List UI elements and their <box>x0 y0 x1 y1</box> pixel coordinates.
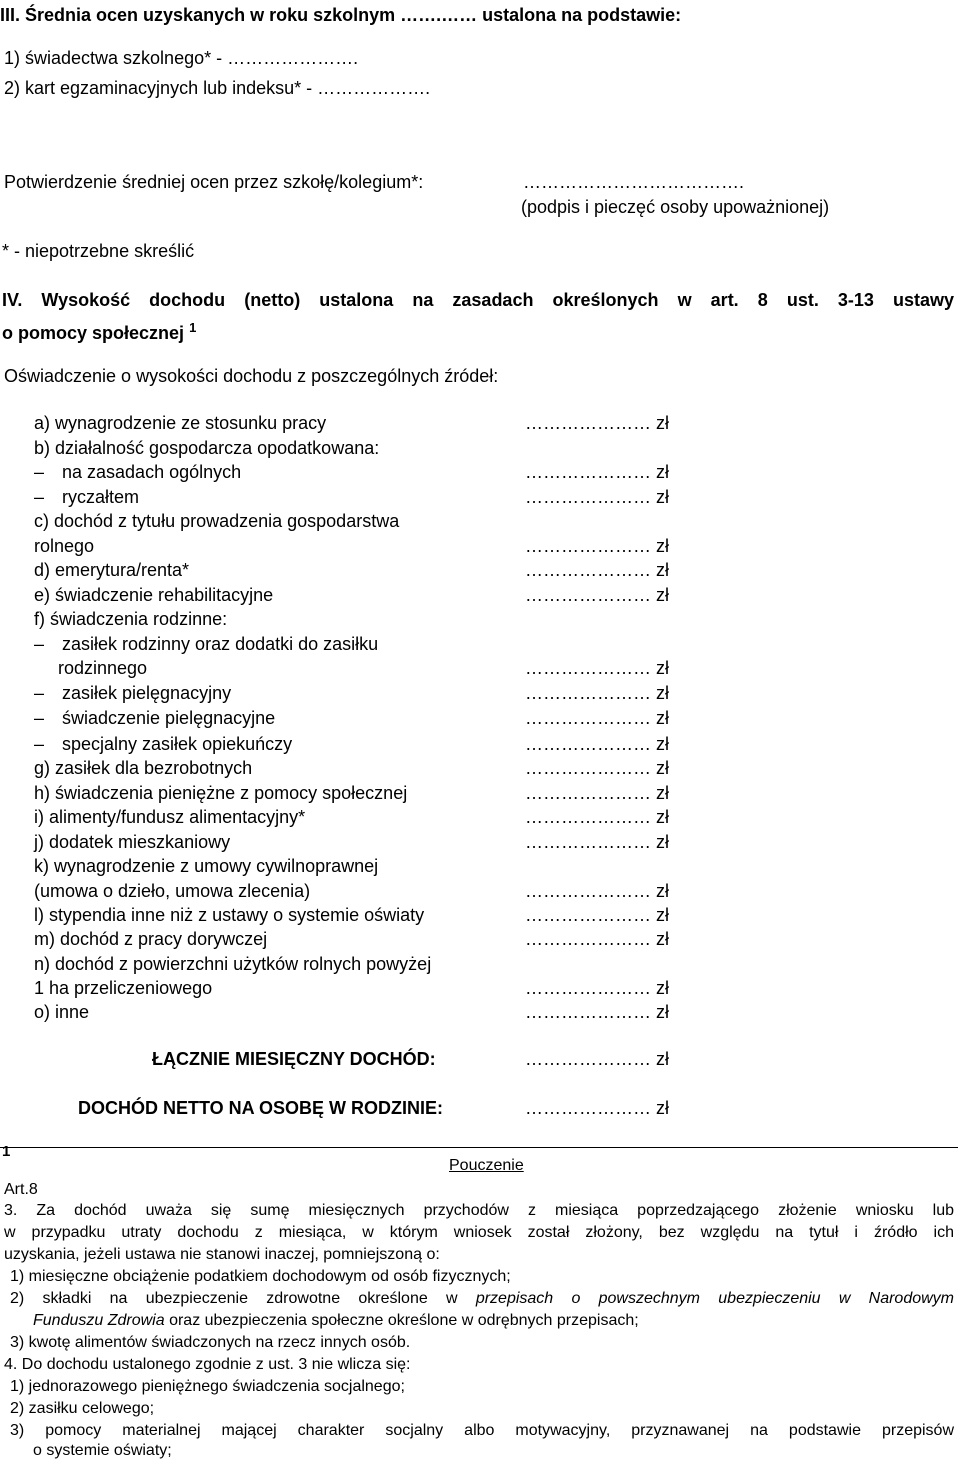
income-row <box>34 511 399 532</box>
income-amount-field <box>525 1002 669 1023</box>
income-amount-field <box>525 462 669 483</box>
certificate-item: 1) świadectwa szkolnego* - …………………. <box>4 48 359 68</box>
footnote-paragraph-3 <box>4 1201 954 1220</box>
income-row <box>34 881 310 902</box>
income-row <box>34 758 252 779</box>
total-monthly-income-dots <box>525 1049 669 1070</box>
income-amount-field <box>525 978 669 999</box>
amount-dots: ………………… <box>525 658 651 678</box>
amount-currency: zł <box>656 708 670 728</box>
income-amount-field <box>525 807 669 828</box>
income-row <box>34 609 227 630</box>
income-row <box>34 807 305 828</box>
net-income-per-person-label: DOCHÓD NETTO NA OSOBĘ W RODZINIE: <box>78 1098 444 1118</box>
income-row <box>34 683 232 704</box>
p3-item2-a: 2) składki na ubezpieczenie zdrowotne określone w <box>10 1290 476 1307</box>
amount-currency: zł <box>656 807 670 827</box>
amount-currency: zł <box>656 462 670 482</box>
amount-currency: zł <box>656 905 670 925</box>
amount-currency: zł <box>656 1002 670 1022</box>
income-row <box>34 634 379 655</box>
income-amount-field <box>525 708 669 729</box>
total-dots: ………………… <box>525 1049 651 1069</box>
income-row <box>34 536 94 557</box>
amount-dots: ………………… <box>525 807 651 827</box>
income-row <box>34 1002 89 1023</box>
income-row <box>34 462 242 483</box>
income-row-label: m) dochód z pracy dorywczej <box>34 929 268 949</box>
income-row-label: 1 ha przeliczeniowego <box>34 978 213 998</box>
income-row-label: a) wynagrodzenie ze stosunku pracy <box>34 413 327 433</box>
dash-bullet: – <box>34 734 45 754</box>
p3-item2 <box>10 1289 954 1308</box>
dash-bullet: – <box>34 708 45 728</box>
income-row-label: n) dochód z powierzchni użytków rolnych powyżej <box>34 954 432 974</box>
amount-dots: ………………… <box>525 708 651 728</box>
amount-dots: ………………… <box>525 1002 651 1022</box>
income-amount-field <box>525 536 669 557</box>
amount-currency: zł <box>656 683 670 703</box>
income-row <box>34 954 431 975</box>
income-amount-field <box>525 487 669 508</box>
income-row-label: c) dochód z tytułu prowadzenia gospodarstwa <box>34 511 400 531</box>
income-row-label: specjalny zasiłek opiekuńczy <box>62 734 293 754</box>
p4: 4. Do dochodu ustalonego zgodnie z ust. 3 nie wlicza się: <box>4 1356 411 1373</box>
amount-currency: zł <box>656 560 670 580</box>
income-row-label: na zasadach ogólnych <box>62 462 242 482</box>
amount-dots: ………………… <box>525 413 651 433</box>
income-row-label: świadczenie pielęgnacyjne <box>62 708 276 728</box>
income-row <box>34 585 273 606</box>
dash-bullet: – <box>34 487 45 507</box>
amount-dots: ………………… <box>525 585 651 605</box>
income-amount-field <box>525 658 669 679</box>
section-4-heading-line2: o pomocy społecznej <box>2 323 185 343</box>
p4-item3-line2: o systemie oświaty; <box>33 1442 172 1459</box>
amount-dots: ………………… <box>525 560 651 580</box>
amount-dots: ………………… <box>525 783 651 803</box>
income-declaration: Oświadczenie o wysokości dochodu z poszczególnych źródeł: <box>4 366 499 386</box>
amount-dots: ………………… <box>525 758 651 778</box>
dash-bullet: – <box>34 683 45 703</box>
section-3-title: III. Średnia ocen uzyskanych w roku szkolnym …….…… ustalona na podstawie: <box>0 5 682 25</box>
footnote-reference: 1 <box>189 320 197 335</box>
income-row-label: f) świadczenia rodzinne: <box>34 609 228 629</box>
p3-line2: w przypadku utraty dochodu z miesiąca, w którym wniosek został złożony, bez względu na tytuł i źródło ich <box>4 1224 954 1241</box>
per-person-currency: zł <box>656 1098 670 1118</box>
section-4-heading <box>2 290 954 311</box>
income-row <box>34 978 212 999</box>
income-amount-field <box>525 832 669 853</box>
income-row-label: (umowa o dzieło, umowa zlecenia) <box>34 881 311 901</box>
income-amount-field <box>525 683 669 704</box>
income-row <box>58 658 147 679</box>
income-amount-field <box>525 585 669 606</box>
p3-item2-c: Funduszu Zdrowia <box>33 1312 165 1329</box>
p4-item3-line1: 3) pomocy materialnej mającej charakter socjalny albo motywacyjny, przyznawanej na podstawie przepisów <box>10 1422 954 1439</box>
amount-dots: ………………… <box>525 929 651 949</box>
income-row <box>34 905 424 926</box>
p4-item1: 1) jednorazowego pieniężnego świadczenia socjalnego; <box>10 1378 405 1395</box>
amount-currency: zł <box>656 585 670 605</box>
per-person-dots: ………………… <box>525 1098 651 1118</box>
total-monthly-income-label: ŁĄCZNIE MIESIĘCZNY DOCHÓD: <box>152 1049 436 1069</box>
amount-dots: ………………… <box>525 536 651 556</box>
income-row <box>34 487 140 508</box>
p4-item2: 2) zasiłku celowego; <box>10 1400 155 1417</box>
income-row-label: i) alimenty/fundusz alimentacyjny* <box>34 807 306 827</box>
income-amount-field <box>525 758 669 779</box>
income-row-label: b) działalność gospodarcza opodatkowana: <box>34 438 380 458</box>
income-row <box>34 413 326 434</box>
amount-currency: zł <box>656 832 670 852</box>
income-row <box>34 560 189 581</box>
amount-dots: ………………… <box>525 487 651 507</box>
amount-currency: zł <box>656 978 670 998</box>
p3-line3: uzyskania, jeżeli ustawa nie stanowi inaczej, pomniejszoną o: <box>4 1246 440 1263</box>
amount-dots: ………………… <box>525 734 651 754</box>
amount-currency: zł <box>656 783 670 803</box>
income-row <box>34 856 378 877</box>
income-row <box>34 438 379 459</box>
income-row-label: ryczałtem <box>62 487 140 507</box>
total-currency: zł <box>656 1049 670 1069</box>
signature-dots: ………………………………. <box>523 172 745 192</box>
dash-bullet: – <box>34 634 45 654</box>
income-row-label: j) dodatek mieszkaniowy <box>34 832 231 852</box>
income-row <box>34 708 276 729</box>
income-row-label: l) stypendia inne niż z ustawy o systemie oświaty <box>34 905 425 925</box>
signature-caption: (podpis i pieczęć osoby upoważnionej) <box>521 197 830 217</box>
p3-item2-line2 <box>33 1311 639 1330</box>
income-amount-field <box>525 734 669 755</box>
amount-currency: zł <box>656 487 670 507</box>
amount-dots: ………………… <box>525 462 651 482</box>
income-row-label: rodzinnego <box>58 658 148 678</box>
exam-cards-item: 2) kart egzaminacyjnych lub indeksu* - ………………. <box>4 78 431 98</box>
footnote-separator <box>0 1147 958 1148</box>
income-amount-field <box>525 560 669 581</box>
amount-dots: ………………… <box>525 832 651 852</box>
income-amount-field <box>525 881 669 902</box>
amount-currency: zł <box>656 881 670 901</box>
income-row-label: k) wynagrodzenie z umowy cywilnoprawnej <box>34 856 379 876</box>
amount-dots: ………………… <box>525 881 651 901</box>
net-income-per-person-dots <box>525 1098 669 1119</box>
p3-item2-d: oraz ubezpieczenia społeczne określone w odrębnych przepisach; <box>164 1312 639 1329</box>
amount-currency: zł <box>656 658 670 678</box>
amount-dots: ………………… <box>525 978 651 998</box>
section-4-heading-line1: IV. Wysokość dochodu (netto) ustalona na zasadach określonych w art. 8 ust. 3-13 ustawy <box>2 290 954 310</box>
amount-dots: ………………… <box>525 905 651 925</box>
income-amount-field <box>525 929 669 950</box>
income-row <box>34 832 230 853</box>
amount-currency: zł <box>656 929 670 949</box>
income-amount-field <box>525 783 669 804</box>
income-row-label: zasiłek rodzinny oraz dodatki do zasiłku <box>62 634 379 654</box>
amount-currency: zł <box>656 758 670 778</box>
income-row-label: g) zasiłek dla bezrobotnych <box>34 758 253 778</box>
confirmation-label: Potwierdzenie średniej ocen przez szkołę/kolegium*: <box>4 172 424 192</box>
footnote-article: Art.8 <box>4 1181 38 1198</box>
strike-note: * - niepotrzebne skreślić <box>2 241 195 261</box>
footnote-title <box>449 1156 524 1175</box>
p3-item2-b: przepisach o powszechnym ubezpieczeniu w Narodowym <box>475 1290 955 1307</box>
p3-item3: 3) kwotę alimentów świadczonych na rzecz innych osób. <box>10 1334 411 1351</box>
amount-currency: zł <box>656 536 670 556</box>
income-row <box>34 929 267 950</box>
p3-item2-line1 <box>10 1289 954 1308</box>
income-amount-field <box>525 413 669 434</box>
income-row-label: d) emerytura/renta* <box>34 560 190 580</box>
income-amount-field <box>525 905 669 926</box>
income-row-label: zasiłek pielęgnacyjny <box>62 683 232 703</box>
income-row <box>34 734 293 755</box>
footnote-title-text: Pouczenie <box>449 1157 524 1174</box>
income-row-label: e) świadczenie rehabilitacyjne <box>34 585 274 605</box>
section-4-heading-line2-wrap <box>2 317 196 344</box>
income-row-label: rolnego <box>34 536 95 556</box>
footnote-paragraph-3-line2 <box>4 1223 954 1242</box>
income-row-label: o) inne <box>34 1002 90 1022</box>
amount-currency: zł <box>656 734 670 754</box>
amount-currency: zł <box>656 413 670 433</box>
footnote-marker: 1 <box>2 1143 11 1160</box>
p3-line1: 3. Za dochód uważa się sumę miesięcznych przychodów z miesiąca poprzedzającego złożenie wniosku lub <box>4 1202 954 1219</box>
income-row <box>34 783 407 804</box>
amount-dots: ………………… <box>525 683 651 703</box>
p4-item3 <box>10 1421 954 1440</box>
income-row-label: h) świadczenia pieniężne z pomocy społecznej <box>34 783 408 803</box>
p3-item1: 1) miesięczne obciążenie podatkiem dochodowym od osób fizycznych; <box>10 1268 511 1285</box>
dash-bullet: – <box>34 462 45 482</box>
